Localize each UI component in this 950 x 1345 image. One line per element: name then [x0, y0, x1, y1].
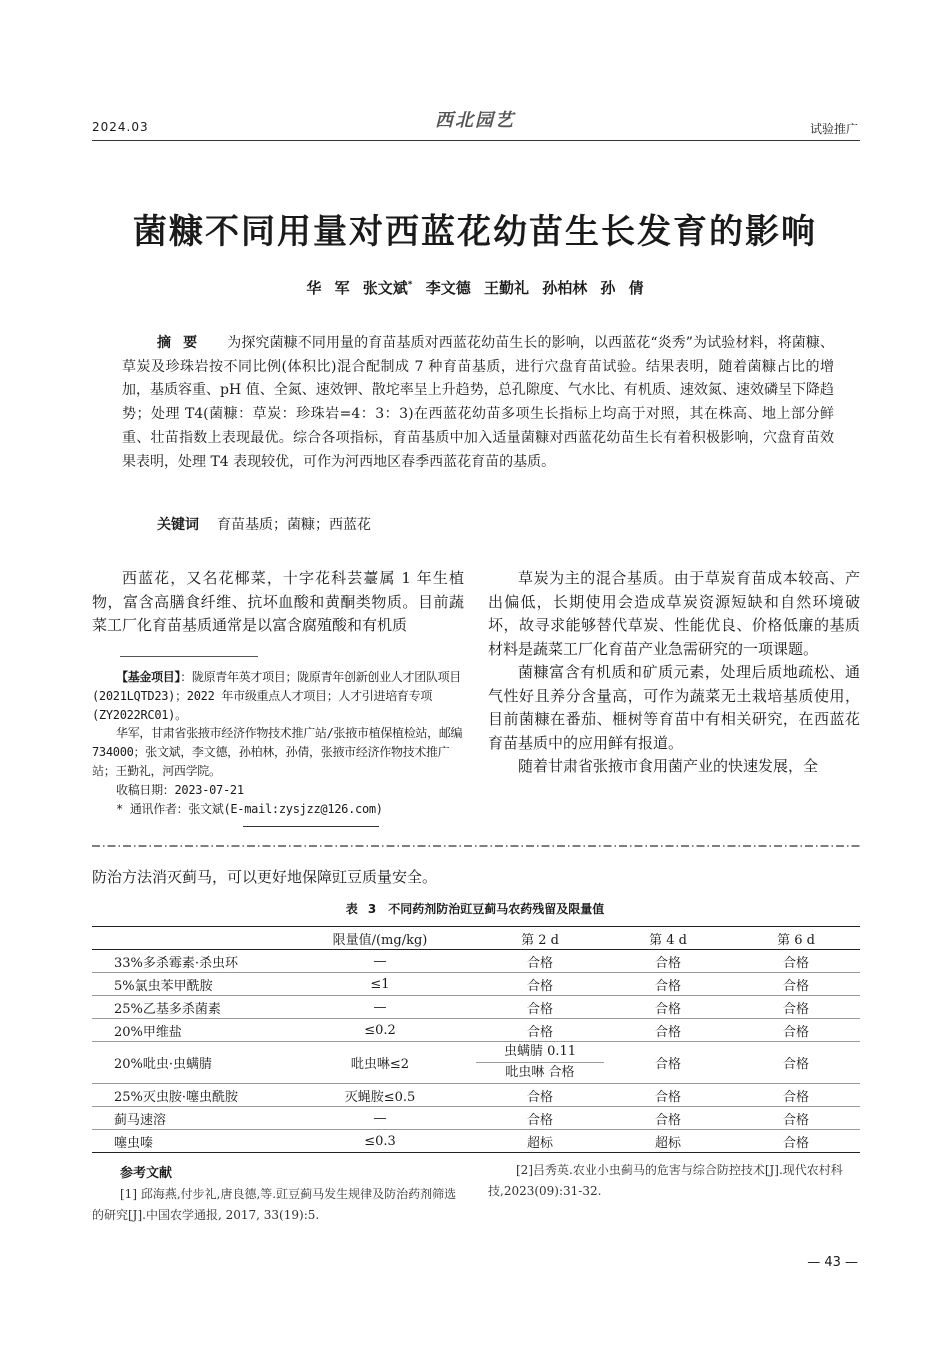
limit-value: 灭蝇胺≤0.5: [284, 1084, 476, 1107]
pesticide-name: 5%氯虫苯甲酰胺: [92, 973, 284, 996]
footnote-fund: [92, 668, 464, 724]
day2-result-b: 吡虫啉 合格: [505, 1065, 575, 1080]
table-row: [92, 996, 860, 1019]
body-paragraph: 菌糠富含有机质和矿质元素，处理后质地疏松、通气性好且养分含量高，可作为蔬菜无土栽培基质使用，目前菌糠在番茄、榧树等育苗中有相关研究，在西蓝花育苗基质中的应用鲜有报道。: [488, 663, 860, 752]
pesticide-name: 20%甲维盐: [92, 1019, 284, 1042]
limit-value: ≤0.3: [284, 1130, 476, 1153]
day4-result: 合格: [604, 1019, 732, 1042]
limit-value: ≤0.2: [284, 1019, 476, 1042]
day2-result: 合格: [476, 1084, 604, 1107]
day6-result: 合格: [732, 973, 860, 996]
table-header: 第 6 d: [732, 927, 860, 950]
table-row: [92, 1042, 860, 1084]
table-header: 第 2 d: [476, 927, 604, 950]
body-paragraph: 草炭为主的混合基质。由于草炭育苗成本较高、产出偏低，长期使用会造成草炭资源短缺和自然环境破坏，故寻求能够替代草炭、性能优良、价格低廉的基质材料是蔬菜工厂化育苗产业急需研究的一项课题。: [488, 569, 860, 658]
table-row: [92, 1107, 860, 1130]
body-paragraph: 西蓝花，又名花椰菜，十字花科芸薹属 1 年生植物，富含高膳食纤维、抗坏血酸和黄酮类物质。目前蔬菜工厂化育苗基质通常是以富含腐殖酸和有机质: [92, 569, 464, 634]
day4-result: 合格: [604, 973, 732, 996]
table-row: [92, 1019, 860, 1042]
body-paragraph: 随着甘肃省张掖市食用菌产业的快速发展，全: [518, 757, 819, 775]
authors-rest: 李文德 王勤礼 孙柏林 孙 倩: [425, 279, 644, 297]
footnote-affiliation: 华军，甘肃省张掖市经济作物技术推广站/张掖市植保植检站，邮编 734000；张文斌，李文德，孙柏林，孙倩，张掖市经济作物技术推广站；王勤礼，河西学院。: [92, 726, 463, 778]
day2-result-a: 虫螨腈 0.11: [476, 1042, 604, 1063]
pesticide-name: 25%乙基多杀菌素: [92, 996, 284, 1019]
day4-result: 合格: [604, 996, 732, 1019]
limit-value: 吡虫啉≤2: [284, 1042, 476, 1084]
table-row: [92, 950, 860, 973]
footnotes: [92, 668, 464, 818]
day6-result: 合格: [732, 1084, 860, 1107]
table-header: 第 4 d: [604, 927, 732, 950]
day6-result: 合格: [732, 1107, 860, 1130]
keywords-text: 育苗基质；菌糠；西蓝花: [217, 517, 371, 533]
table-row: [92, 1084, 860, 1107]
limit-value: ≤1: [284, 973, 476, 996]
pesticide-name: 33%多杀霉素·杀虫环: [92, 950, 284, 973]
body-column-left: [92, 567, 464, 638]
reference-item: [2]吕秀英.农业小虫蓟马的危害与综合防控技术[J].现代农村科技,2023(09):31-32.: [488, 1163, 843, 1198]
reference-item: [1] 邱海燕,付步礼,唐良德,等.豇豆蓟马发生规律及防治药剂筛选的研究[J].中国农学通报, 2017, 33(19):5.: [92, 1187, 457, 1222]
keywords-label: 关键词: [157, 517, 199, 533]
footnote-end-rule: [243, 826, 379, 827]
author-list: [0, 277, 950, 298]
day4-result: 超标: [604, 1130, 732, 1153]
day2-result: 合格: [476, 950, 604, 973]
article-divider: [92, 844, 860, 848]
day6-result: 合格: [732, 950, 860, 973]
day2-result: [476, 1042, 604, 1084]
day4-result: 合格: [604, 1084, 732, 1107]
day4-result: 合格: [604, 1042, 732, 1084]
limit-value: —: [284, 950, 476, 973]
journal-logo: [0, 106, 950, 132]
day2-result: 合格: [476, 996, 604, 1019]
authors-first: 华 军 张文斌: [306, 279, 408, 297]
fund-text: ：陇原青年英才项目；陇原青年创新创业人才团队项目(2021LQTD23)；2022 年市级重点人才项目；人才引进培育专项(ZY2022RC01)。: [92, 670, 462, 722]
day2-result: 合格: [476, 1019, 604, 1042]
section-label: 试验推广: [809, 122, 858, 136]
journal-logo-text: 西北园艺: [435, 110, 515, 131]
article-title: 菌糠不同用量对西蓝花幼苗生长发育的影响: [133, 212, 817, 252]
table-caption: 表 3 不同药剂防治豇豆蓟马农药残留及限量值: [345, 902, 605, 916]
day6-result: 合格: [732, 1130, 860, 1153]
pesticide-name: 25%灭虫胺·噻虫酰胺: [92, 1084, 284, 1107]
references-heading: 参考文献: [120, 1166, 173, 1181]
residue-table: [92, 926, 860, 1153]
pesticide-name: 20%吡虫·虫螨腈: [92, 1042, 284, 1084]
table-row: [92, 1130, 860, 1153]
continued-paragraph: 防治方法消灭蓟马，可以更好地保障豇豆质量安全。: [92, 868, 438, 886]
footnote-received: 收稿日期：2023-07-21: [116, 782, 244, 797]
day4-result: 合格: [604, 1107, 732, 1130]
body-column-right: [488, 567, 860, 779]
day2-result: 合格: [476, 1107, 604, 1130]
page-number: — 43 —: [807, 1255, 858, 1270]
table-row: [92, 973, 860, 996]
pesticide-name: 蓟马速溶: [92, 1107, 284, 1130]
corresponding-mark: *: [407, 280, 413, 290]
limit-value: —: [284, 1107, 476, 1130]
abstract-text: 为探究菌糠不同用量的育苗基质对西蓝花幼苗生长的影响，以西蓝花“炎秀”为试验材料，将菌糠、草炭及珍珠岩按不同比例(体积比)混合配制成 7 种育苗基质，进行穴盘育苗试验。结果表明，随着菌糠占比的增加，基质容重、pH 值、全氮、速效钾、散坨率呈上升趋势，总孔隙度、气水比、有机质、速效氮、速效磷呈下降趋势；处理 T4(菌糠：草炭：珍珠岩=4：3：3)在西蓝花幼苗多项生长指标上均高于对照，其在株高、地上部分鲜重、壮苗指数上表现最优。综合各项指标，育苗基质中加入适量菌糠对西蓝花幼苗生长有着积极影响，穴盘育苗效果表明，处理 T4 表现较优，可作为河西地区春季西蓝花育苗的基质。: [122, 335, 835, 470]
table-header: [92, 927, 284, 950]
table-header: 限量值/(mg/kg): [284, 927, 476, 950]
day6-result: 合格: [732, 1042, 860, 1084]
issue-date: 2024.03: [92, 120, 149, 134]
footnote-rule: [120, 656, 258, 657]
header-rule: [92, 140, 860, 141]
keywords: [157, 514, 371, 534]
limit-value: —: [284, 996, 476, 1019]
pesticide-name: 噻虫嗪: [92, 1130, 284, 1153]
table-header-row: [92, 927, 860, 950]
footnote-corresponding: * 通讯作者：张文斌(E-mail:zysjzz@126.com): [116, 801, 383, 816]
day4-result: 合格: [604, 950, 732, 973]
day2-result: 超标: [476, 1130, 604, 1153]
day6-result: 合格: [732, 996, 860, 1019]
day2-result: 合格: [476, 973, 604, 996]
abstract-label: 摘要: [157, 335, 210, 351]
abstract: [122, 332, 834, 474]
fund-label: 【基金项目】: [116, 670, 181, 684]
day6-result: 合格: [732, 1019, 860, 1042]
